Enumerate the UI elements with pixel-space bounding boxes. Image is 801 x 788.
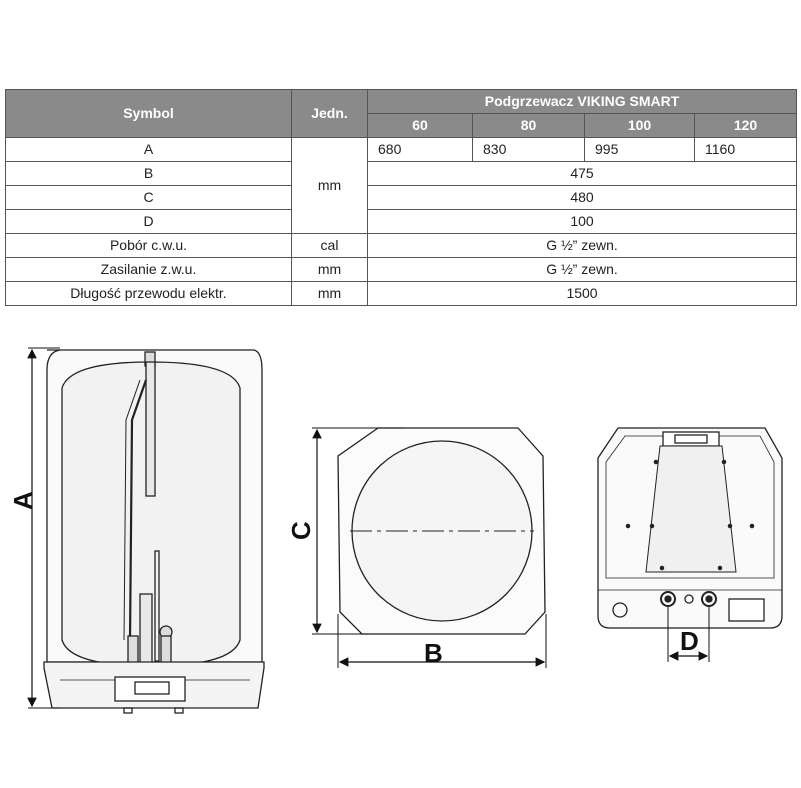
front-view-drawing (598, 428, 782, 628)
label-b: B (424, 638, 443, 668)
row-a-60: 680 (368, 138, 473, 162)
row-c-value: 480 (368, 186, 797, 210)
row-b-symbol: B (6, 162, 292, 186)
technical-drawings (0, 330, 801, 750)
side-view-drawing (44, 350, 264, 713)
row-cwu-value: G ½” zewn. (368, 234, 797, 258)
header-model-60: 60 (368, 114, 473, 138)
table-row (6, 234, 797, 258)
row-a-120: 1160 (695, 138, 797, 162)
specification-table (5, 89, 797, 306)
row-cable-symbol: Długość przewodu elektr. (6, 282, 292, 306)
label-c: C (286, 521, 316, 540)
row-a-100: 995 (585, 138, 695, 162)
table-row (6, 162, 797, 186)
row-b-value: 475 (368, 162, 797, 186)
row-zwu-unit: mm (292, 258, 368, 282)
label-a: A (8, 491, 38, 510)
table-row (6, 282, 797, 306)
dims-unit: mm (292, 138, 368, 234)
table-row (6, 186, 797, 210)
row-cable-value: 1500 (368, 282, 797, 306)
row-c-symbol: C (6, 186, 292, 210)
row-d-symbol: D (6, 210, 292, 234)
row-a-80: 830 (473, 138, 585, 162)
table-row (6, 258, 797, 282)
row-cable-unit: mm (292, 282, 368, 306)
top-view-drawing (338, 428, 545, 634)
header-model-80: 80 (473, 114, 585, 138)
row-a-symbol: A (6, 138, 292, 162)
header-model-100: 100 (585, 114, 695, 138)
row-cwu-symbol: Pobór c.w.u. (6, 234, 292, 258)
row-d-value: 100 (368, 210, 797, 234)
row-zwu-symbol: Zasilanie z.w.u. (6, 258, 292, 282)
row-zwu-value: G ½” zewn. (368, 258, 797, 282)
header-unit: Jedn. (292, 90, 368, 138)
header-group-title: Podgrzewacz VIKING SMART (368, 90, 797, 114)
header-model-120: 120 (695, 114, 797, 138)
row-cwu-unit: cal (292, 234, 368, 258)
table-row (6, 138, 797, 162)
label-d: D (680, 626, 699, 656)
table-row (6, 210, 797, 234)
header-symbol: Symbol (6, 90, 292, 138)
